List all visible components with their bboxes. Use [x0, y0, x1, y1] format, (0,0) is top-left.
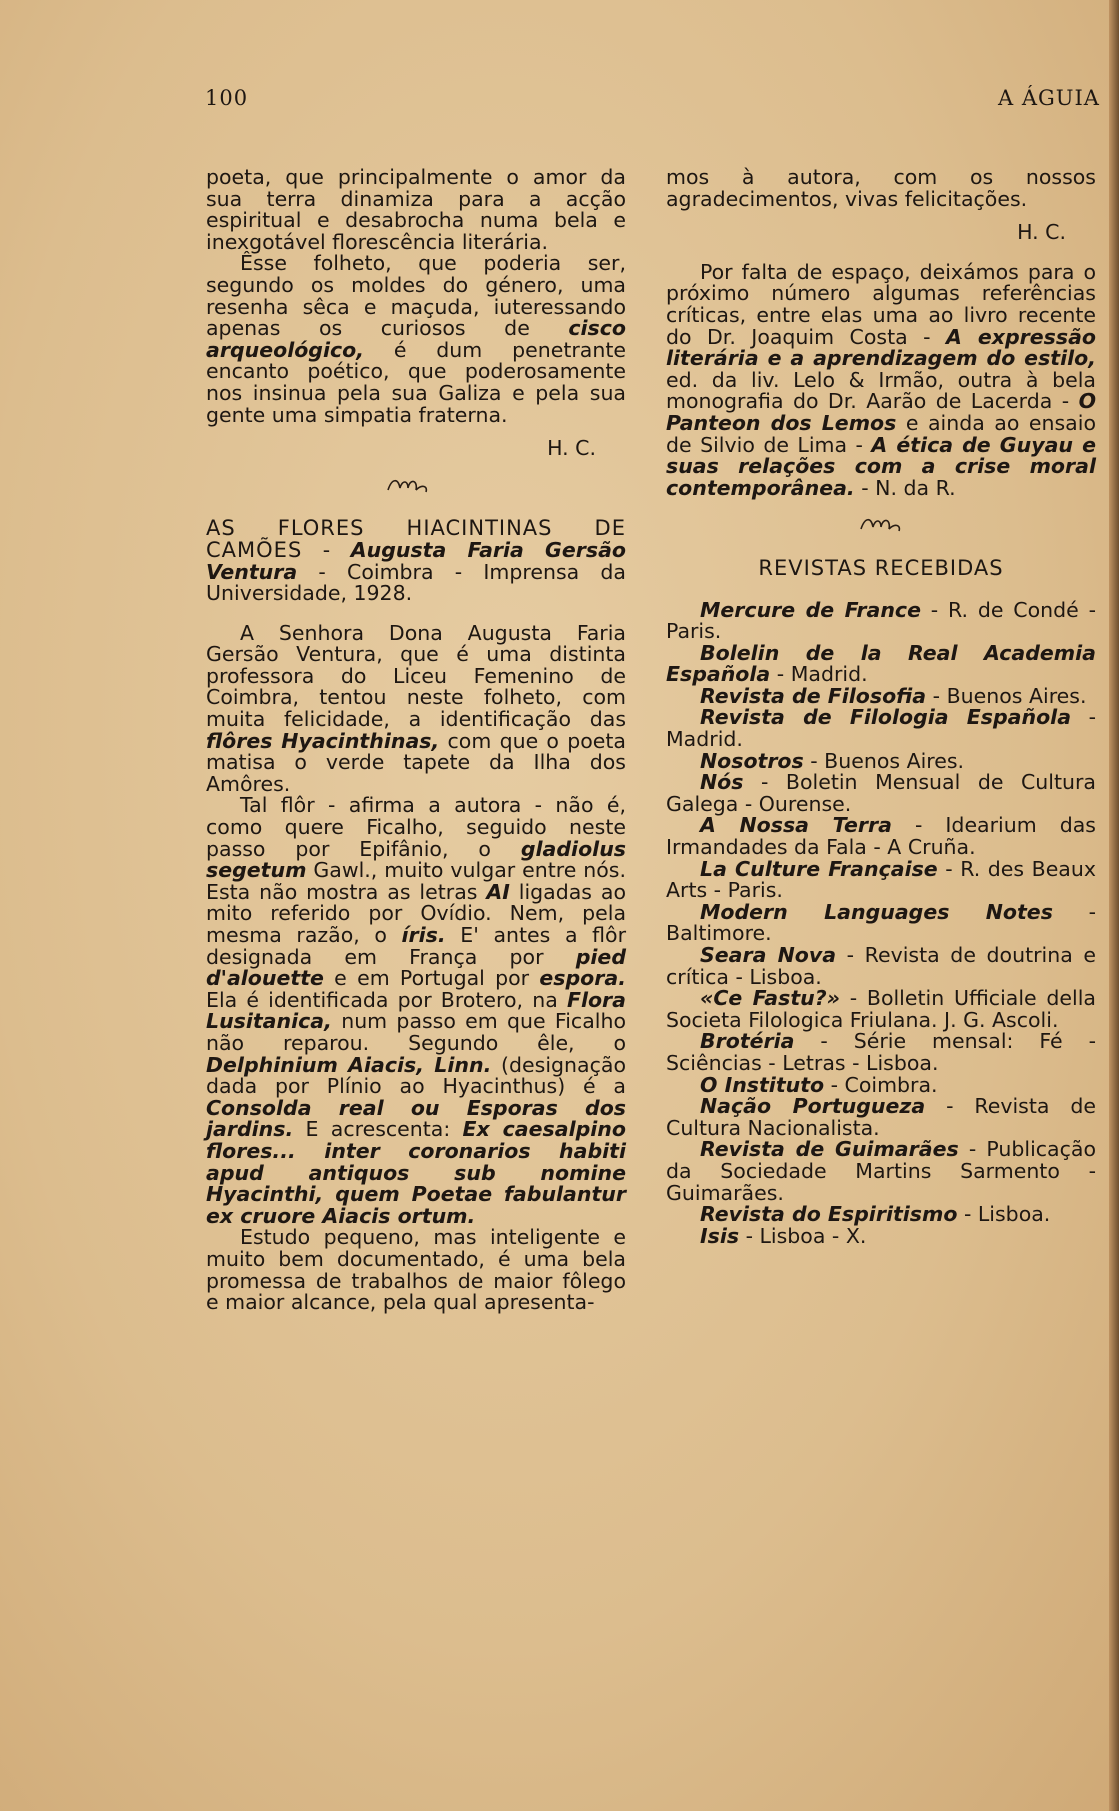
review-author: Augusta Faria Gersão Ventura [206, 537, 626, 584]
journal-entry [666, 683, 1096, 708]
journal-entry-title: Nosotros [700, 748, 804, 773]
journal-entry [666, 1031, 1096, 1074]
journal-entry [666, 856, 1096, 903]
page-spine-shadow [1109, 0, 1119, 1811]
review-heading: AS FLORES HIACINTINAS DE CAMÕES [206, 516, 626, 562]
journal-entry-title: Seara Nova [700, 943, 837, 967]
journal-entry-details: - Publicação da Sociedade Martins Sarmento - Guimarães. [666, 1137, 1096, 1205]
journal-entry-details: - Madrid. [666, 705, 1096, 752]
journal-entry-details: - Buenos Aires. [926, 683, 1087, 708]
paragraph: mos à autora, com os nossos agradecimentos, vivas felicitações. [666, 165, 1096, 211]
journal-entry [666, 899, 1096, 946]
journal-entry-title: Isis [700, 1223, 740, 1248]
journal-entry-details: - Boletin Mensual de Cultura Galega - Ourense. [666, 770, 1096, 816]
journal-entry [666, 640, 1096, 687]
section-heading: REVISTAS RECEBIDAS [758, 555, 1004, 580]
journal-entry-details: - Lisboa. [957, 1202, 1051, 1227]
journal-entry [666, 707, 1096, 750]
journal-entry-title: Modern Languages Notes [700, 899, 1053, 924]
ornament-icon [206, 476, 626, 501]
journal-entry-details: - Coimbra. [824, 1072, 938, 1097]
journal-entry-details: - Revista de Cultura Nacionalista. [666, 1094, 1096, 1140]
journal-entry [666, 597, 1096, 644]
journal-entry-title: O Instituto [700, 1072, 825, 1097]
journal-entry [666, 772, 1096, 815]
journal-entry-details: - Madrid. [770, 662, 868, 687]
journal-entry-title: Revista do Espiritismo [700, 1202, 958, 1227]
journal-entry-details: - R. de Condé - Paris. [666, 597, 1096, 644]
journal-entry [666, 748, 1096, 773]
ornament-icon [666, 515, 1096, 540]
journal-entry-title: Nação Portugueza [700, 1094, 926, 1119]
journal-title: A ÁGUIA [998, 86, 1100, 110]
signature: H. C. [1017, 220, 1066, 245]
journal-entry-details: - Bolletin Ufficiale della Societa Filologica Friulana. J. G. Ascoli. [666, 986, 1096, 1032]
journal-entry-title: Revista de Filosofia [700, 683, 927, 708]
journal-entry [666, 1072, 1096, 1097]
journal-entry-title: A Nossa Terra [700, 813, 892, 838]
journal-entry-details: - Idearium das Irmandades da Fala - A Cruña. [666, 813, 1096, 860]
journal-entry [666, 945, 1096, 988]
journal-entry-details: - Buenos Aires. [803, 748, 965, 773]
journal-entry-details: - Baltimore. [666, 899, 1096, 946]
journal-entry-title: Brotéria [700, 1029, 795, 1054]
journal-entry-details: - Série mensal: Fé - Sciências - Letras - Lisboa. [666, 1029, 1096, 1075]
journal-entry-details: - Lisboa - X. [739, 1223, 867, 1248]
journal-entry-details: - R. des Beaux Arts - Paris. [666, 856, 1096, 903]
journal-entry [666, 1139, 1096, 1204]
received-journals-list [666, 597, 1096, 1248]
paragraph: Por falta de espaço, deixámos para o próximo número algumas referências críticas, entre elas uma ao livro recente do Dr. Joaquim Costa - A expressão literária e a aprendizagem do estilo, ed. da liv. Lelo & Irmão, outra à bela monografia do Dr. Aarão de Lacerda - O Panteon dos Lemos e ainda ao ensaio de Silvio de Lima - A ética de Guyau e suas relações com a crise moral contemporânea. - N. da R. [666, 259, 1096, 500]
journal-entry [666, 815, 1096, 858]
journal-entry-title: Bolelin de la Real Academia Española [666, 640, 1096, 687]
journal-entry [666, 1096, 1096, 1139]
journal-entry-title: Nós [700, 770, 744, 795]
page-number: 100 [205, 86, 249, 110]
paragraph: Êsse folheto, que poderia ser, segundo os moldes do género, uma resenha sêca e maçuda, iuteressando apenas os curiosos de cisco arqueológico, é dum penetrante encanto poético, que poderosamente nos insinua pela sua Galiza e pela sua gente uma simpatia fraterna. [206, 251, 626, 427]
paragraph: Estudo pequeno, mas inteligente e muito bem documentado, é uma bela promessa de trabalhos de maior fôlego e maior alcance, pela qual apresenta- [206, 1225, 626, 1315]
journal-entry-title: «Ce Fastu?» [700, 986, 840, 1011]
journal-entry-title: La Culture Française [700, 856, 938, 881]
journal-entry [666, 1223, 1096, 1248]
left-column [206, 167, 626, 1314]
paragraph: poeta, que principalmente o amor da sua terra dinamiza para a acção espiritual e desabrocha numa bela e inexgotável florescência literária. [206, 165, 626, 254]
journal-entry [666, 1204, 1096, 1226]
review-heading-block: AS FLORES HIACINTINAS DE CAMÕES - Augusta Faria Gersão Ventura - Coimbra - Imprensa da Universidade, 1928. [206, 516, 626, 606]
paragraph: Tal flôr - afirma a autora - não é, como quere Ficalho, seguido neste passo por Epifânio, o gladiolus segetum Gawl., muito vulgar entre nós. Esta não mostra as letras AI ligadas ao mito referido por Ovídio. Nem, pela mesma razão, o íris. E' antes a flôr designada em França por pied d'alouette e em Portugal por espora. Ela é identificada por Brotero, na Flora Lusitanica, num passo em que Ficalho não reparou. Segundo êle, o Delphinium Aiacis, Linn. (designação dada por Plínio ao Hyacinthus) é a Consolda real ou Esporas dos jardins. E acrescenta: Ex caesalpino flores... inter coronarios habiti apud antiquos sub nomine Hyacinthi, quem Poetae fabulantur ex cruore Aiacis ortum. [206, 793, 626, 1228]
journal-entry-title: Mercure de France [700, 597, 921, 622]
journal-entry [666, 988, 1096, 1031]
signature: H. C. [547, 436, 596, 461]
journal-entry-title: Revista de Filologia Española [700, 705, 1072, 730]
journal-entry-details: - Revista de doutrina e crítica - Lisboa. [666, 943, 1096, 989]
right-column [666, 167, 1096, 1247]
paragraph: A Senhora Dona Augusta Faria Gersão Ventura, que é uma distinta professora do Liceu Femenino de Coimbra, tentou neste folheto, com muita felicidade, a identificação das flôres Hyacinthinas, com que o poeta matisa o verde tapete da Ilha dos Amôres. [206, 620, 626, 796]
journal-entry-title: Revista de Guimarães [700, 1137, 959, 1162]
